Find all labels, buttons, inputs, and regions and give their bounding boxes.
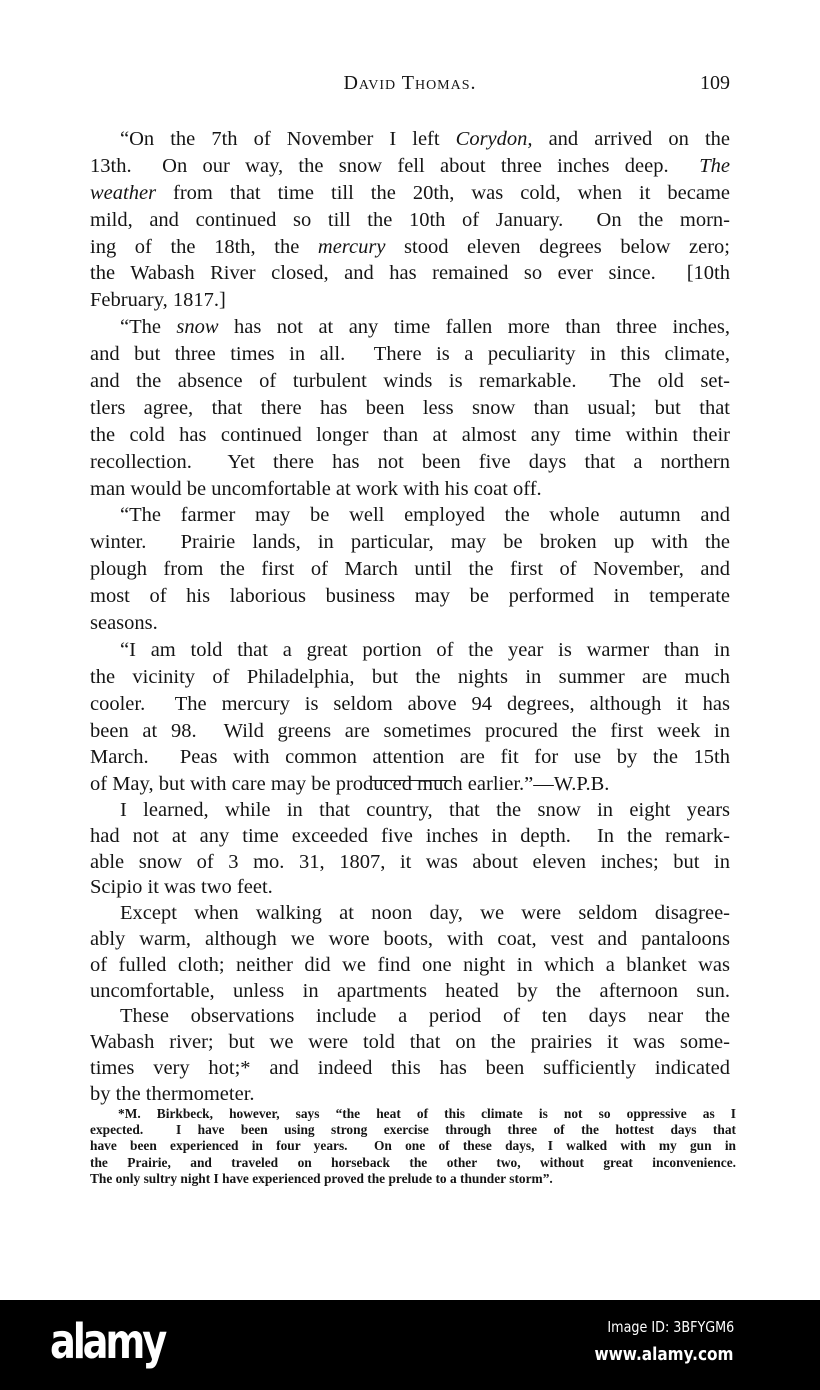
text-segment: been at 98. Wild greens are sometimes procured the first week in [90,719,730,742]
text-line [90,1122,736,1138]
text-segment: and arrived on the [532,128,730,150]
text-segment: the Prairie, and traveled on horseback the other two, without great inconvenience. [90,1154,736,1170]
text-line [90,637,730,664]
text-line [90,610,730,637]
text-line [90,395,730,422]
text-segment: the Wabash River closed, and has remained so ever since. [10th [90,262,730,285]
text-segment: plough from the first of March until the first of November, and [90,558,730,581]
text-segment: cooler. The mercury is seldom above 94 degrees, although it has [90,692,730,715]
text-line [90,180,730,207]
text-segment: times very hot;* and indeed this has been sufficiently indicated [90,1056,730,1079]
text-line [90,979,730,1005]
text-segment: mild, and continued so till the 10th of January. On the morn- [90,208,730,231]
text-segment: had not at any time exceeded five inches in depth. In the remark- [90,824,730,847]
text-segment: of May, but with care may be produced much earlier.”—W.P.B. [90,773,610,796]
text-segment: “I am told that a great portion of the year is warmer than in [120,638,730,661]
page-number: 109 [700,72,730,94]
text-segment: winter. Prairie lands, in particular, may be broken up with the [90,531,730,554]
text-segment: from that time till the 20th, was cold, when it became [156,181,730,204]
text-line [90,422,730,449]
text-segment: ably warm, although we wore boots, with coat, vest and pantaloons [90,927,730,950]
page-header [90,72,730,98]
italic-text: Corydon, [455,128,533,150]
text-line [90,529,730,556]
text-segment: *M. Birkbeck, however, says “the heat of this climate is not so oppressive as I [118,1106,736,1121]
text-line [90,287,730,314]
text-line [90,1106,736,1122]
text-line [90,1138,736,1154]
text-line [90,850,730,876]
text-segment: and but three times in all. There is a peculiarity in this climate, [90,343,730,366]
text-line [90,314,730,341]
text-line [90,901,730,927]
text-segment: uncomfortable, unless in apartments heated by the afternoon sun. [90,979,730,1002]
footnote [90,1106,736,1187]
site-url: www.alamy.com [595,1344,734,1365]
text-segment: Scipio it was two feet. [90,876,273,899]
text-segment: recollection. Yet there has not been five days that a northern [90,450,730,473]
text-line [90,341,730,368]
text-segment: “The [120,316,177,339]
text-segment: able snow of 3 mo. 31, 1807, it was about eleven inches; but in [90,850,730,873]
text-line [90,234,730,261]
text-line [90,476,730,503]
text-segment: the vicinity of Philadelphia, but the nights in summer are much [90,665,730,688]
text-line [90,824,730,850]
running-title: David Thomas. [343,72,477,94]
text-segment: have been experienced in four years. On one of these days, I walked with my gun in [90,1138,736,1154]
text-segment: and the absence of turbulent winds is remarkable. The old set- [90,370,730,393]
text-segment: March. Peas with common attention are fit for use by the 15th [90,746,730,769]
text-segment: Except when walking at noon day, we were seldom disagree- [120,902,730,925]
italic-text: The [699,154,730,177]
watermark-bar [0,1300,820,1390]
text-line [90,927,730,953]
text-line [90,502,730,529]
text-line [90,1030,730,1056]
text-segment: seasons. [90,612,158,635]
text-line [90,875,730,901]
italic-text: mercury [317,235,386,258]
text-line [90,126,730,153]
body-text [90,798,730,1108]
text-segment: has not at any time fallen more than three inches, [218,316,730,339]
text-line [90,718,730,745]
text-segment: “On the 7th of November I left [120,128,456,150]
text-segment: These observations include a period of ten days near the [120,1005,730,1028]
text-line [90,1056,730,1082]
text-segment: of fulled cloth; neither did we find one night in which a blanket was [90,953,730,976]
text-line [90,449,730,476]
text-segment: most of his laborious business may be performed in temperate [90,585,730,608]
text-segment: 13th. On our way, the snow fell about three inches deep. [90,154,700,177]
text-line [90,1171,736,1187]
text-segment: I learned, while in that country, that the snow in eight years [120,799,730,821]
text-line [90,260,730,287]
text-line [90,798,730,824]
text-line [90,556,730,583]
italic-text: weather [90,181,157,204]
text-segment: February, 1817.] [90,289,226,312]
text-line [90,1082,730,1108]
text-line [90,691,730,718]
text-segment: expected. I have been using strong exercise through three of the hottest days that [90,1122,736,1138]
text-line [90,771,730,798]
text-segment: stood eleven degrees below zero; [385,235,730,258]
text-line [90,744,730,771]
section-divider [372,780,452,781]
text-segment: by the thermometer. [90,1082,255,1105]
text-segment: “The farmer may be well employed the whole autumn and [120,504,730,527]
text-line [90,953,730,979]
text-line [90,1004,730,1030]
text-line [90,1155,736,1171]
text-segment: Wabash river; but we were told that on the prairies it was some- [90,1031,730,1054]
text-segment: man would be uncomfortable at work with his coat off. [90,477,542,500]
text-segment: tlers agree, that there has been less snow than usual; but that [90,396,730,419]
quoted-letter [90,126,730,798]
text-line [90,207,730,234]
image-id: Image ID: 3BFYGM6 [607,1318,734,1336]
text-segment: the cold has continued longer than at almost any time within their [90,423,730,446]
text-line [90,664,730,691]
text-line [90,583,730,610]
alamy-logo: alamy [50,1314,165,1370]
italic-text: snow [176,316,219,339]
text-line [90,368,730,395]
text-segment: ing of the 18th, the [90,235,318,258]
text-line [90,153,730,180]
text-segment: The only sultry night I have experienced proved the prelude to a thunder storm”. [90,1170,553,1186]
